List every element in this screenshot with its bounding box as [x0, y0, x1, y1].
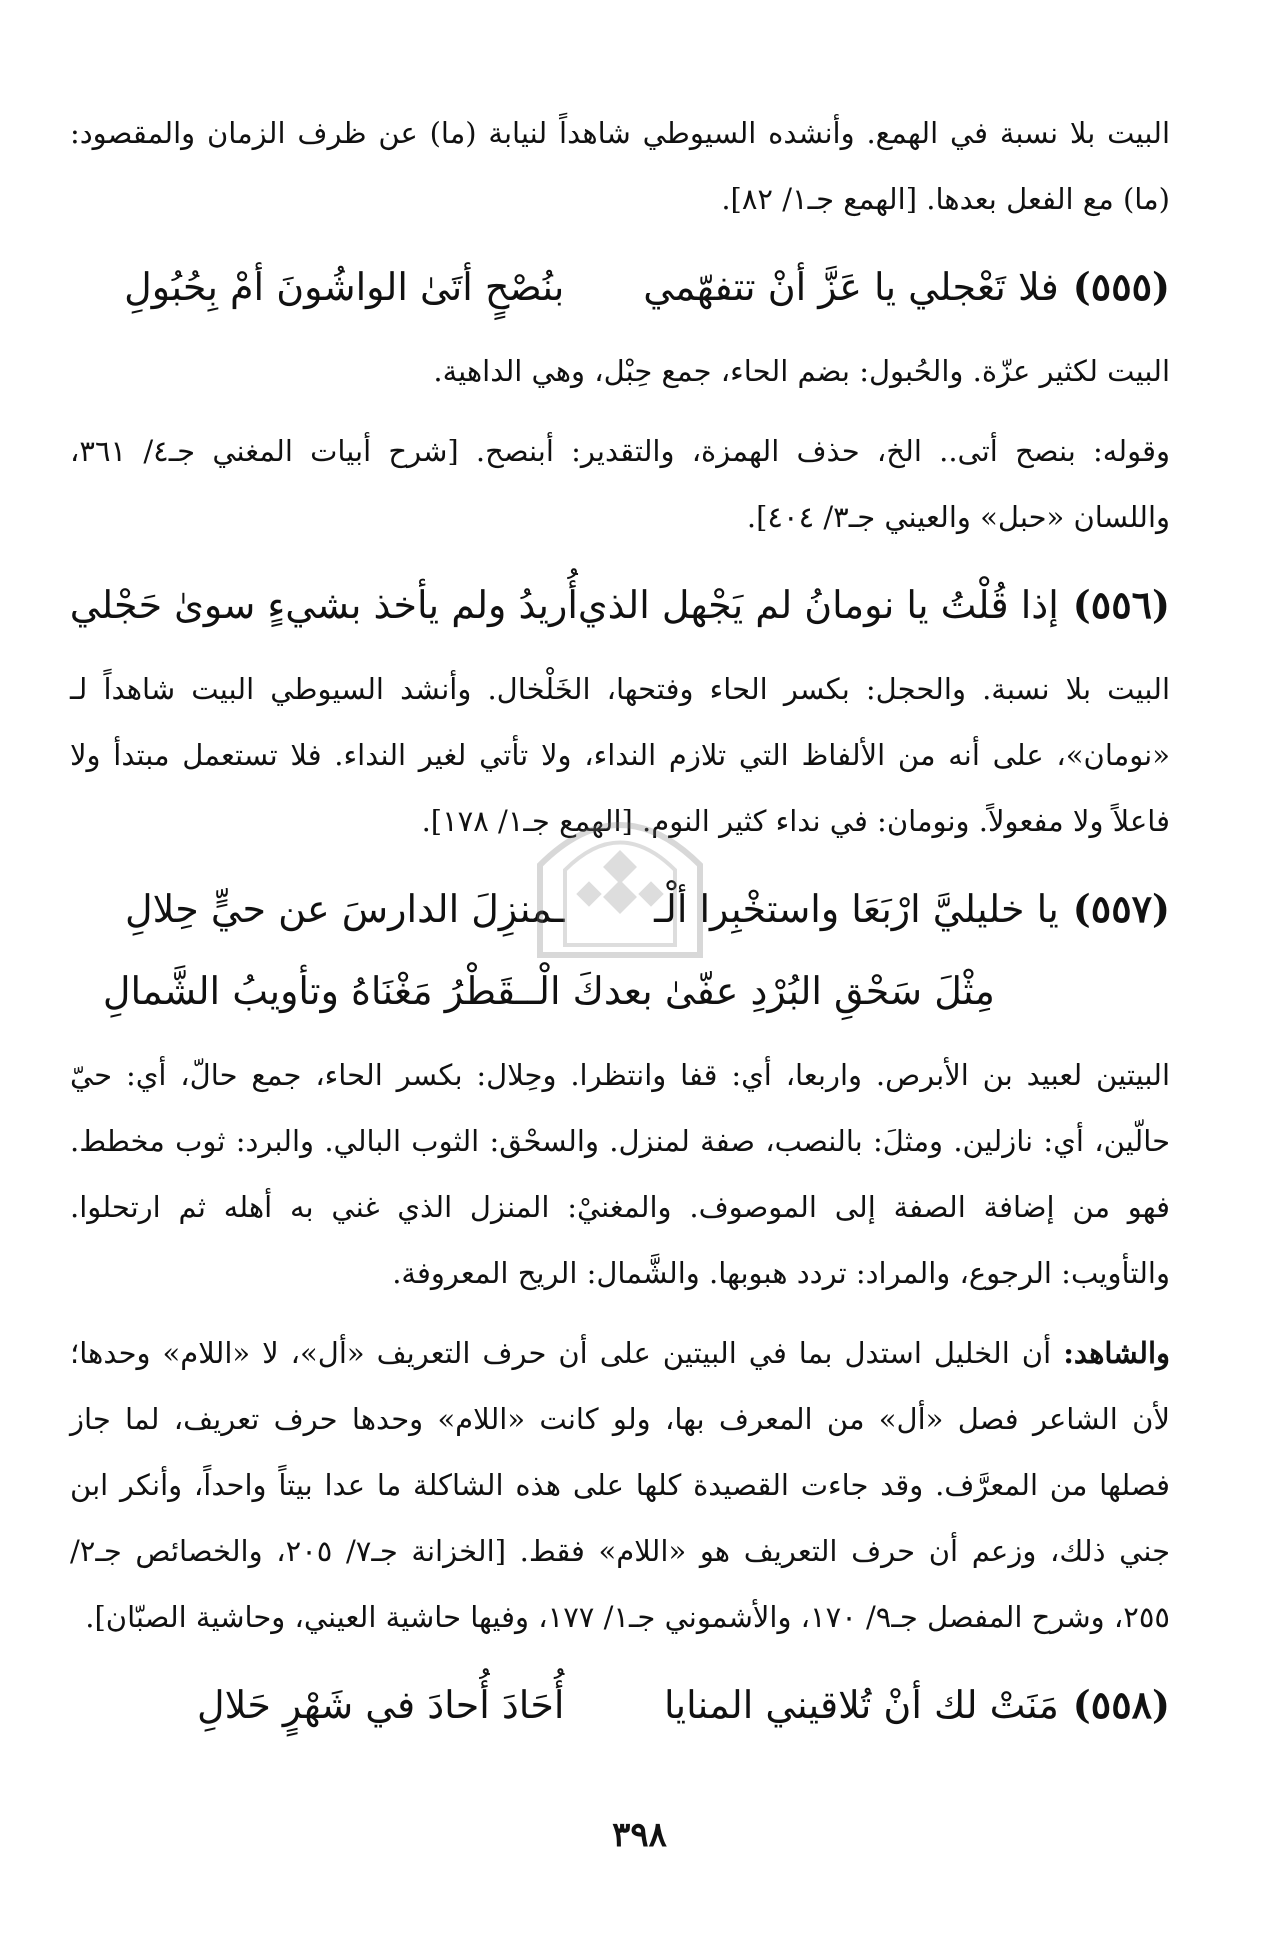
verse-558 [70, 1664, 1170, 1746]
verse-first-hemistich: فلا تَعْجلي يا عَزَّ أنْ تتفهّمي [643, 265, 1059, 309]
verse-second-hemistich: أُحَادَ أُحادَ في شَهْرٍ حَلالِ [197, 1683, 565, 1727]
verse-555 [70, 246, 1170, 328]
paragraph-6 [70, 1320, 1170, 1650]
verse-second-hemistich: بنُصْحٍ أتَىٰ الواشُونَ أمْ بِحُبُولِ [124, 265, 565, 309]
paragraph-3: وقوله: بنصح أتى.. الخ، حذف الهمزة، والتقدير: أبنصح. [شرح أبيات المغني جـ٤/ ٣٦١، واللسان «حبل» والعيني جـ٣/ ٤٠٤]. [70, 434, 1170, 534]
verse-number: (٥٥٧) [1072, 886, 1170, 931]
page-number: ٣٩٨ [612, 1815, 667, 1855]
paragraph-1: البيت بلا نسبة في الهمع. وأنشده السيوطي شاهداً لنيابة (ما) عن ظرف الزمان والمقصود: (ما) مع الفعل بعدها. [الهمع جـ١/ ٨٢]. [70, 116, 1170, 216]
verse-first-hemistich: يا خليليَّ ارْبَعَا واستخْبِرا ألْـ [654, 887, 1059, 931]
verse-number: (٥٥٨) [1072, 1682, 1170, 1727]
verse-second-hemistich: ـمنزِلَ الدارسَ عن حيٍّ حِلالِ [125, 887, 565, 931]
verse-first-hemistich: إذا قُلْتُ يا نومانُ لم يَجْهل الذي [577, 583, 1059, 627]
paragraph-5: البيتين لعبيد بن الأبرص. واربعا، أي: قفا وانتظرا. وحِلال: بكسر الحاء، جمع حالّ، أي: حيّ حالّين، أي: نازلين. ومثلَ: بالنصب، صفة لمنزل. والسحْق: الثوب البالي. والبرد: ثوب مخطط. فهو من إضافة الصفة إلى الموصوف. والمغنيْ: المنزل الذي غني به أهله ثم ارتحلوا. والتأويب: الرجوع، والمراد: تردد هبوبها. والشَّمال: الريح المعروفة. [70, 1058, 1170, 1290]
paragraph-4: البيت بلا نسبة. والحجل: بكسر الحاء وفتحها، الخَلْخال. وأنشد السيوطي البيت شاهداً لـ «نومان»، على أنه من الألفاظ التي تلازم النداء، ولا تأتي لغير النداء. فلا تستعمل مبتدأ ولا فاعلاً ولا مفعولاً. ونومان: في نداء كثير النوم. [الهمع جـ١/ ١٧٨]. [70, 672, 1170, 838]
verse-first-hemistich: مَنَتْ لك أنْ تُلاقيني المنايا [663, 1683, 1059, 1727]
paragraph-body: أن الخليل استدل بما في البيتين على أن حرف التعريف «أل»، لا «اللام» وحدها؛ لأن الشاعر فصل «أل» من المعرف بها، ولو كانت «اللام» وحدها حرف تعريف، لما جاز فصلها من المعرَّف. وقد جاءت القصيدة كلها على هذه الشاكلة ما عدا بيتاً واحداً، وأنكر ابن جني ذلك، وزعم أن حرف التعريف هو «اللام» فقط. [الخزانة جـ٧/ ٢٠٥، والخصائص جـ٢/ ٢٥٥، وشرح المفصل جـ٩/ ١٧٠، والأشموني جـ١/ ١٧٧، وفيها حاشية العيني، وحاشية الصبّان]. [70, 1336, 1170, 1634]
verse-line-2 [70, 950, 1059, 1032]
verse-556 [70, 564, 1170, 646]
verse-second-hemistich: ـقَطْرُ مَغْنَاهُ وتأويبُ الشَّمالِ [102, 969, 528, 1013]
verse-line-1 [70, 868, 1059, 950]
verse-557 [70, 868, 1170, 1032]
verse-lines [70, 868, 1059, 1032]
paragraph-lead: والشاهد: [1063, 1336, 1171, 1370]
page-content [70, 100, 1170, 1756]
verse-number: (٥٥٦) [1072, 582, 1170, 627]
verse-first-hemistich: مِثْلَ سَحْقِ البُرْدِ عفّىٰ بعدكَ الْـ [527, 969, 995, 1013]
verse-number: (٥٥٥) [1072, 264, 1170, 309]
paragraph-2: البيت لكثير عزّة. والحُبول: بضم الحاء، جمع حِبْل، وهي الداهية. [433, 354, 1170, 388]
verse-second-hemistich: أُريدُ ولم يأخذ بشيءٍ سوىٰ حَجْلي [69, 583, 578, 627]
